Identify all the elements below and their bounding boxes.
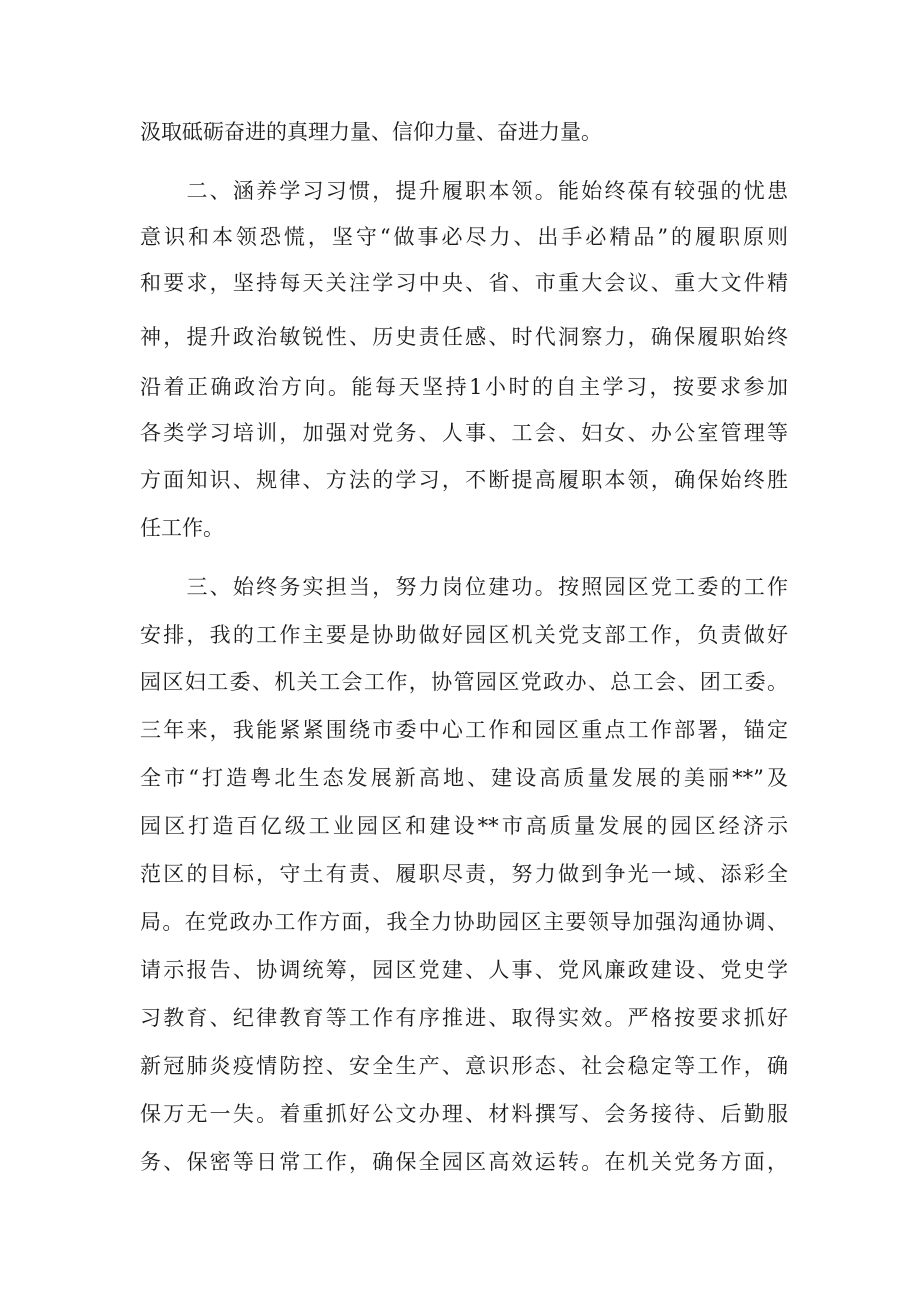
text-line: 神，提升政治敏锐性、历史责任感、时代洞察力，确保履职始终 — [140, 325, 788, 349]
text-line: 务、保密等日常工作，确保全园区高效运转。在机关党务方面， — [140, 1150, 788, 1174]
text-line: 新冠肺炎疫情防控、安全生产、意识形态、社会稳定等工作，确 — [140, 1054, 788, 1078]
text-line: 方面知识、规律、方法的学习，不断提高履职本领，确保始终胜 — [140, 468, 788, 492]
text-line: 二、涵养学习习惯，提升履职本领。能始终葆有较强的忧患 — [140, 179, 788, 203]
text-line: 任工作。 — [140, 516, 224, 540]
text-line: 三年来，我能紧紧围绕市委中心工作和园区重点工作部署，锚定 — [140, 718, 788, 742]
text-line: 三、始终务实担当，努力岗位建功。按照园区党工委的工作 — [140, 575, 788, 599]
text-line: 全市“打造粤北生态发展新高地、建设高质量发展的美丽**”及 — [140, 766, 788, 790]
text-line: 和要求，坚持每天关注学习中央、省、市重大会议、重大文件精 — [140, 271, 788, 295]
text-line: 范区的目标，守土有责、履职尽责，努力做到争光一域、添彩全 — [140, 862, 788, 886]
text-line: 意识和本领恐慌，坚守“做事必尽力、出手必精品”的履职原则 — [140, 225, 788, 249]
text-line: 汲取砥砺奋进的真理力量、信仰力量、奋进力量。 — [140, 120, 602, 144]
text-line: 请示报告、协调统筹，园区党建、人事、党风廉政建设、党史学 — [140, 958, 788, 982]
text-line: 园区妇工委、机关工会工作，协管园区党政办、总工会、团工委。 — [140, 670, 788, 694]
text-line: 习教育、纪律教育等工作有序推进、取得实效。严格按要求抓好 — [140, 1006, 788, 1030]
text-line: 安排，我的工作主要是协助做好园区机关党支部工作，负责做好 — [140, 623, 788, 647]
text-line: 局。在党政办工作方面，我全力协助园区主要领导加强沟通协调、 — [140, 910, 788, 934]
text-line: 沿着正确政治方向。能每天坚持1小时的自主学习，按要求参加 — [140, 375, 788, 399]
text-line: 各类学习培训，加强对党务、人事、工会、妇女、办公室管理等 — [140, 421, 788, 445]
text-line: 保万无一失。着重抓好公文办理、材料撰写、会务接待、后勤服 — [140, 1102, 788, 1126]
text-line: 园区打造百亿级工业园区和建设**市高质量发展的园区经济示 — [140, 814, 788, 838]
